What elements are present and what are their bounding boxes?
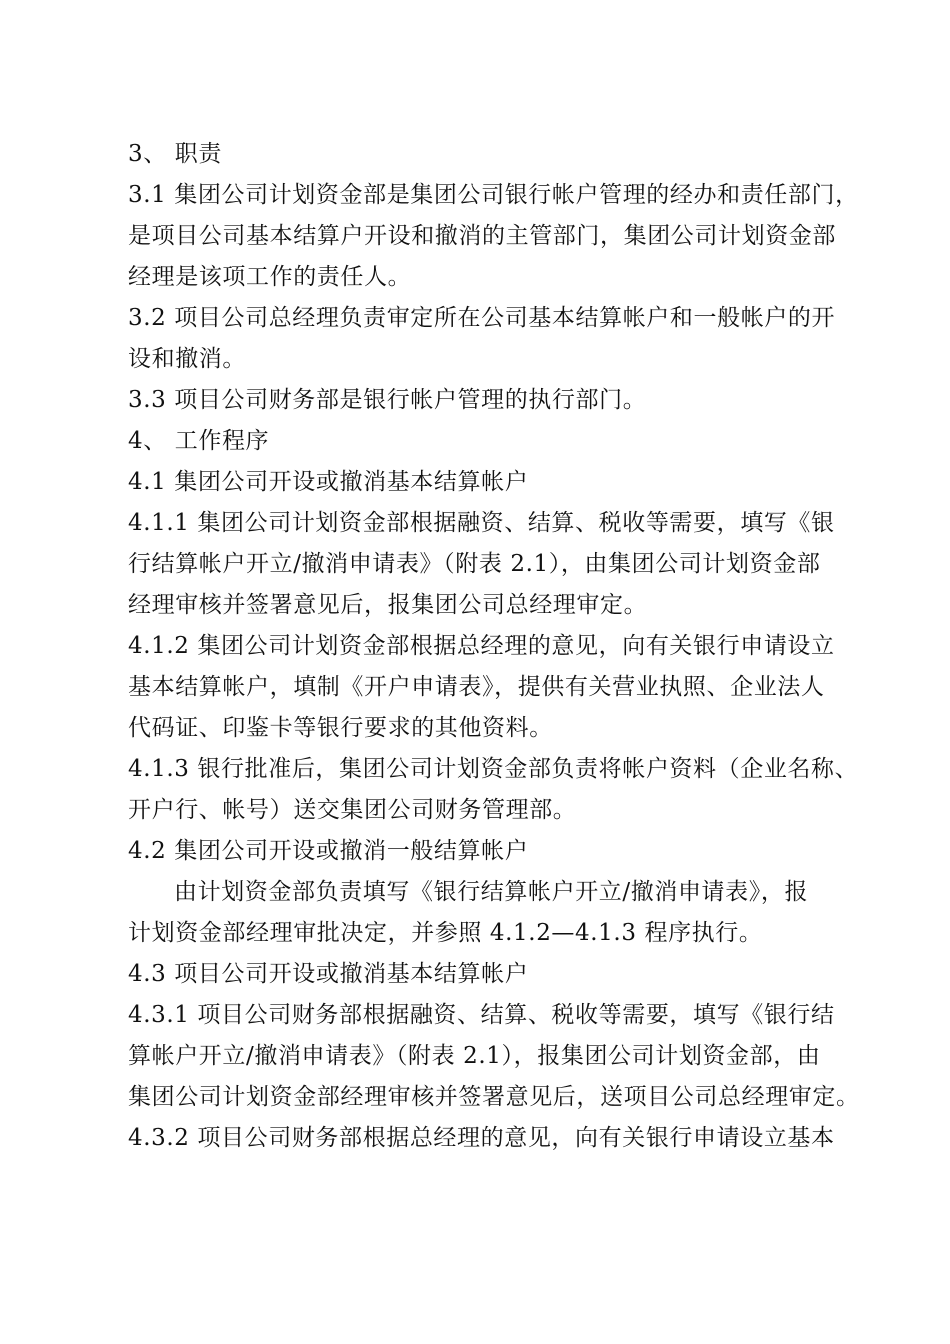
paragraph-line: 由计划资金部负责填写《银行结算帐户开立/撤消申请表》，报 — [174, 879, 809, 905]
paragraph-line: 算帐户开立/撤消申请表》（附表 2.1），报集团公司计划资金部，由 — [128, 1043, 821, 1069]
paragraph-line: 4.3.2 项目公司财务部根据总经理的意见，向有关银行申请设立基本 — [128, 1125, 835, 1151]
paragraph-line: 行结算帐户开立/撤消申请表》（附表 2.1），由集团公司计划资金部 — [128, 551, 821, 577]
paragraph-line: 4.1.1 集团公司计划资金部根据融资、结算、税收等需要，填写《银 — [128, 510, 835, 536]
subsection-heading: 4.1 集团公司开设或撤消基本结算帐户 — [128, 469, 529, 495]
paragraph-line: 3.3 项目公司财务部是银行帐户管理的执行部门。 — [128, 387, 647, 413]
paragraph-line: 4.1.3 银行批准后，集团公司计划资金部负责将帐户资料（企业名称、 — [128, 756, 859, 782]
paragraph-line: 代码证、印鉴卡等银行要求的其他资料。 — [128, 715, 553, 741]
paragraph-line: 3.2 项目公司总经理负责审定所在公司基本结算帐户和一般帐户的开 — [128, 305, 836, 331]
subsection-heading: 4.2 集团公司开设或撤消一般结算帐户 — [128, 838, 529, 864]
paragraph-line: 4.3.1 项目公司财务部根据融资、结算、税收等需要，填写《银行结 — [128, 1002, 835, 1028]
paragraph-line: 是项目公司基本结算户开设和撤消的主管部门，集团公司计划资金部 — [128, 223, 836, 249]
document-body — [128, 134, 860, 1159]
paragraph-line: 设和撤消。 — [128, 346, 246, 372]
paragraph-line: 基本结算帐户，填制《开户申请表》，提供有关营业执照、企业法人 — [128, 674, 825, 700]
paragraph-line: 4.1.2 集团公司计划资金部根据总经理的意见，向有关银行申请设立 — [128, 633, 835, 659]
section-heading-procedure: 4、 工作程序 — [128, 428, 270, 454]
paragraph-line: 经理审核并签署意见后，报集团公司总经理审定。 — [128, 592, 648, 618]
subsection-heading: 4.3 项目公司开设或撤消基本结算帐户 — [128, 961, 529, 987]
paragraph-line: 经理是该项工作的责任人。 — [128, 264, 412, 290]
paragraph-line: 集团公司计划资金部经理审核并签署意见后，送项目公司总经理审定。 — [128, 1084, 860, 1110]
paragraph-line: 3.1 集团公司计划资金部是集团公司银行帐户管理的经办和责任部门， — [128, 182, 859, 208]
section-heading-duties: 3、 职责 — [128, 141, 222, 167]
paragraph-line: 计划资金部经理审批决定，并参照 4.1.2—4.1.3 程序执行。 — [128, 920, 763, 946]
paragraph-line: 开户行、帐号）送交集团公司财务管理部。 — [128, 797, 577, 823]
